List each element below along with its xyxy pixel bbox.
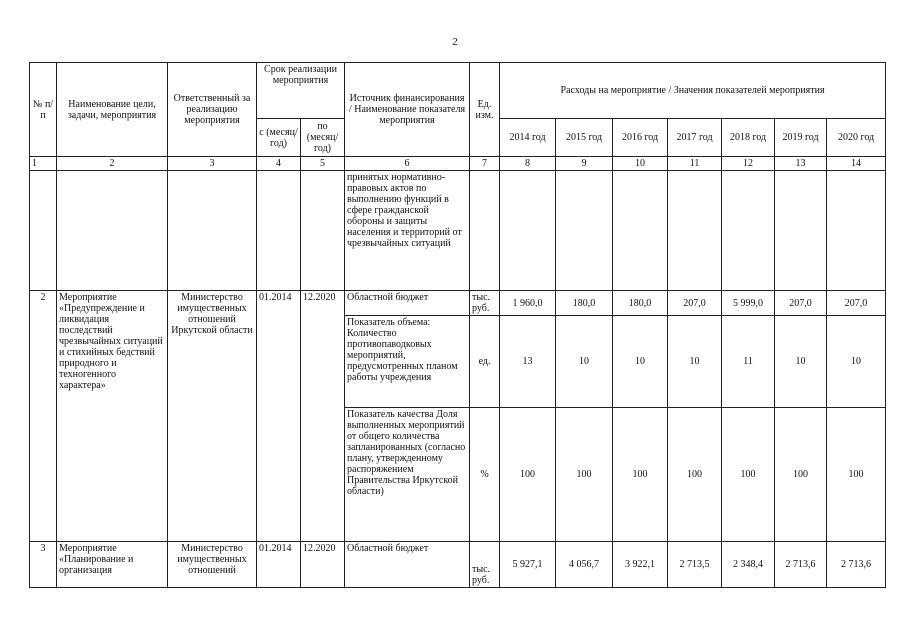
header-year: 2014 год (500, 119, 556, 157)
value-cell: 207,0 (775, 291, 827, 316)
column-number: 13 (775, 157, 827, 171)
value-cell: 10 (613, 316, 668, 408)
column-number: 6 (345, 157, 470, 171)
header-unit: Ед. изм. (470, 63, 500, 157)
header-goal: Наименование цели, задачи, мероприятия (57, 63, 168, 157)
value-cell: 180,0 (613, 291, 668, 316)
column-number-row (30, 157, 886, 171)
continuation-row (30, 171, 886, 291)
column-number: 2 (57, 157, 168, 171)
responsible-org: Министерство имущественных отношений Иркутской области (168, 291, 257, 542)
measure-name: Мероприятие «Предупреждение и ликвидация последствий чрезвычайных ситуаций и стихийных бедствий природного и техногенного характера» (57, 291, 168, 542)
value-cell: 207,0 (668, 291, 722, 316)
value-cell: 100 (556, 408, 613, 542)
value-cell: 2 713,5 (668, 542, 722, 588)
value-cell: 100 (500, 408, 556, 542)
continuation-text: принятых нормативно-правовых актов по выполнению функций в сфере гражданской обороны и защиты населения и территорий от чрезвычайных ситуаций (345, 171, 470, 291)
value-cell: 100 (827, 408, 886, 542)
value-cell: 2 713,6 (827, 542, 886, 588)
term-from: 01.2014 (257, 291, 301, 542)
column-number: 7 (470, 157, 500, 171)
value-cell: 207,0 (827, 291, 886, 316)
header-year: 2016 год (613, 119, 668, 157)
value-cell: 10 (775, 316, 827, 408)
value-cell: 2 713,6 (775, 542, 827, 588)
column-number: 12 (722, 157, 775, 171)
column-number: 14 (827, 157, 886, 171)
header-year: 2017 год (668, 119, 722, 157)
value-cell: 13 (500, 316, 556, 408)
unit: % (470, 408, 500, 542)
term-to: 12.2020 (301, 291, 345, 542)
value-cell: 100 (668, 408, 722, 542)
term-from: 01.2014 (257, 542, 301, 588)
header-row (30, 63, 886, 119)
page-number: 2 (452, 36, 458, 48)
value-cell: 3 922,1 (613, 542, 668, 588)
unit: ед. (470, 316, 500, 408)
unit: тыс. руб. (470, 542, 500, 588)
value-cell: 100 (775, 408, 827, 542)
header-term-to: по (месяц/ год) (301, 119, 345, 157)
column-number: 9 (556, 157, 613, 171)
header-year: 2020 год (827, 119, 886, 157)
value-cell: 100 (722, 408, 775, 542)
column-number: 4 (257, 157, 301, 171)
header-year: 2015 год (556, 119, 613, 157)
value-cell: 10 (668, 316, 722, 408)
indicator-name: Показатель объема: Количество противопаводковых мероприятий, предусмотренных планом работы учреждения (345, 316, 470, 408)
column-number: 11 (668, 157, 722, 171)
value-cell: 4 056,7 (556, 542, 613, 588)
header-term-from: с (месяц/ год) (257, 119, 301, 157)
value-cell: 10 (556, 316, 613, 408)
column-number: 8 (500, 157, 556, 171)
header-num: № п/п (30, 63, 57, 157)
value-cell: 5 999,0 (722, 291, 775, 316)
value-cell: 1 960,0 (500, 291, 556, 316)
measure-name: Мероприятие «Планирование и организация (57, 542, 168, 588)
row-number: 2 (30, 291, 57, 542)
row-number: 3 (30, 542, 57, 588)
column-number: 10 (613, 157, 668, 171)
column-number: 1 (30, 157, 57, 171)
value-cell: 180,0 (556, 291, 613, 316)
header-term: Срок реализации мероприятия (257, 63, 345, 119)
value-cell: 10 (827, 316, 886, 408)
unit: тыс. руб. (470, 291, 500, 316)
value-cell: 2 348,4 (722, 542, 775, 588)
funding-source: Областной бюджет (345, 291, 470, 316)
value-cell: 100 (613, 408, 668, 542)
value-cell: 11 (722, 316, 775, 408)
column-number: 3 (168, 157, 257, 171)
table-row (30, 542, 886, 588)
column-number: 5 (301, 157, 345, 171)
indicator-name: Показатель качества Доля выполненных мероприятий от общего количества запланированных (согласно плану, утвержденному распоряжением Правительства Иркутской области) (345, 408, 470, 542)
value-cell: 5 927,1 (500, 542, 556, 588)
responsible-org: Министерство имущественных отношений (168, 542, 257, 588)
header-responsible: Ответственный за реализацию мероприятия (168, 63, 257, 157)
term-to: 12.2020 (301, 542, 345, 588)
table-row (30, 291, 886, 316)
header-year: 2018 год (722, 119, 775, 157)
header-source: Источник финансирования / Наименование показателя мероприятия (345, 63, 470, 157)
funding-source: Областной бюджет (345, 542, 470, 588)
program-table (29, 62, 886, 588)
header-year: 2019 год (775, 119, 827, 157)
header-expenses: Расходы на мероприятие / Значения показателей мероприятия (500, 63, 886, 119)
